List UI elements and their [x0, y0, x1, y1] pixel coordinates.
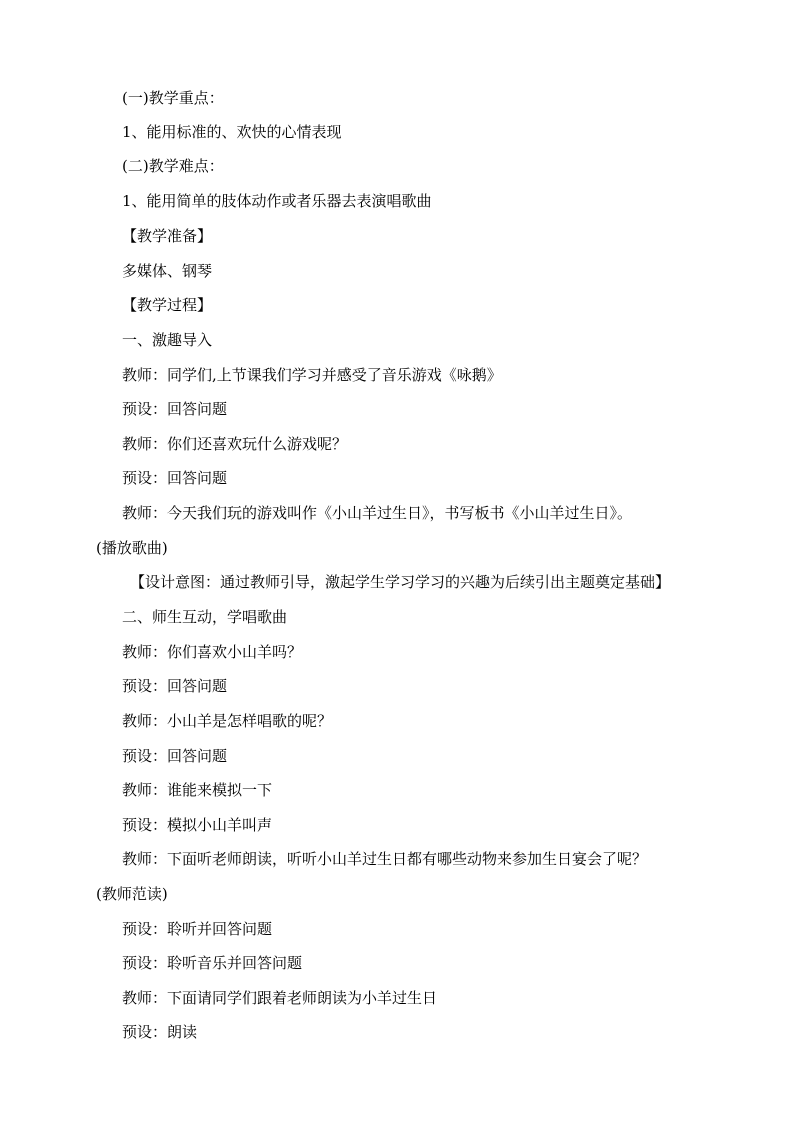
design-intent: 【设计意图：通过教师引导，激起学生学习学习的兴趣为后续引出主题奠定基础】 — [130, 573, 671, 591]
paragraph: 教师：小山羊是怎样唱歌的呢？ — [122, 712, 333, 730]
paragraph: 预设：回答问题 — [122, 469, 228, 487]
paragraph: 教师：你们喜欢小山羊吗？ — [122, 643, 303, 661]
step-1-heading: 一、激趣导入 — [122, 331, 213, 349]
paragraph: 教师：下面听老师朗读，听听小山羊过生日都有哪些动物来参加生日宴会了呢？ — [122, 850, 648, 868]
paragraph: 教师：同学们,上节课我们学习并感受了音乐游戏《咏鹅》 — [122, 366, 502, 384]
paragraph: 预设：回答问题 — [122, 677, 228, 695]
paragraph: 教师：今天我们玩的游戏叫作《小山羊过生日》，书写板书《小山羊过生日》。 — [122, 504, 633, 522]
paragraph: 预设：朗读 — [122, 1023, 198, 1041]
difficulty-1: 1、能用简单的肢体动作或者乐器去表演唱歌曲 — [122, 192, 432, 210]
stage-note: (播放歌曲) — [96, 539, 168, 557]
paragraph: 预设：模拟小山羊叫声 — [122, 816, 273, 834]
heading-difficulties: (二)教学难点： — [122, 157, 224, 175]
paragraph: 预设：聆听并回答问题 — [122, 920, 273, 938]
paragraph: 教师：下面请同学们跟着老师朗读为小羊过生日 — [122, 989, 438, 1007]
step-2-heading: 二、师生互动，学唱歌曲 — [122, 608, 288, 626]
paragraph: 预设：聆听音乐并回答问题 — [122, 954, 303, 972]
paragraph: 预设：回答问题 — [122, 747, 228, 765]
stage-note: (教师范读) — [96, 885, 168, 903]
paragraph: 教师：谁能来模拟一下 — [122, 781, 273, 799]
paragraph: 教师：你们还喜欢玩什么游戏呢？ — [122, 435, 348, 453]
section-process: 【教学过程】 — [122, 296, 213, 314]
heading-key-points: (一)教学重点： — [122, 89, 224, 107]
preparation-items: 多媒体、钢琴 — [122, 262, 213, 280]
key-point-1: 1、能用标准的、欢快的心情表现 — [122, 123, 342, 141]
paragraph: 预设：回答问题 — [122, 400, 228, 418]
section-preparation: 【教学准备】 — [122, 227, 213, 245]
